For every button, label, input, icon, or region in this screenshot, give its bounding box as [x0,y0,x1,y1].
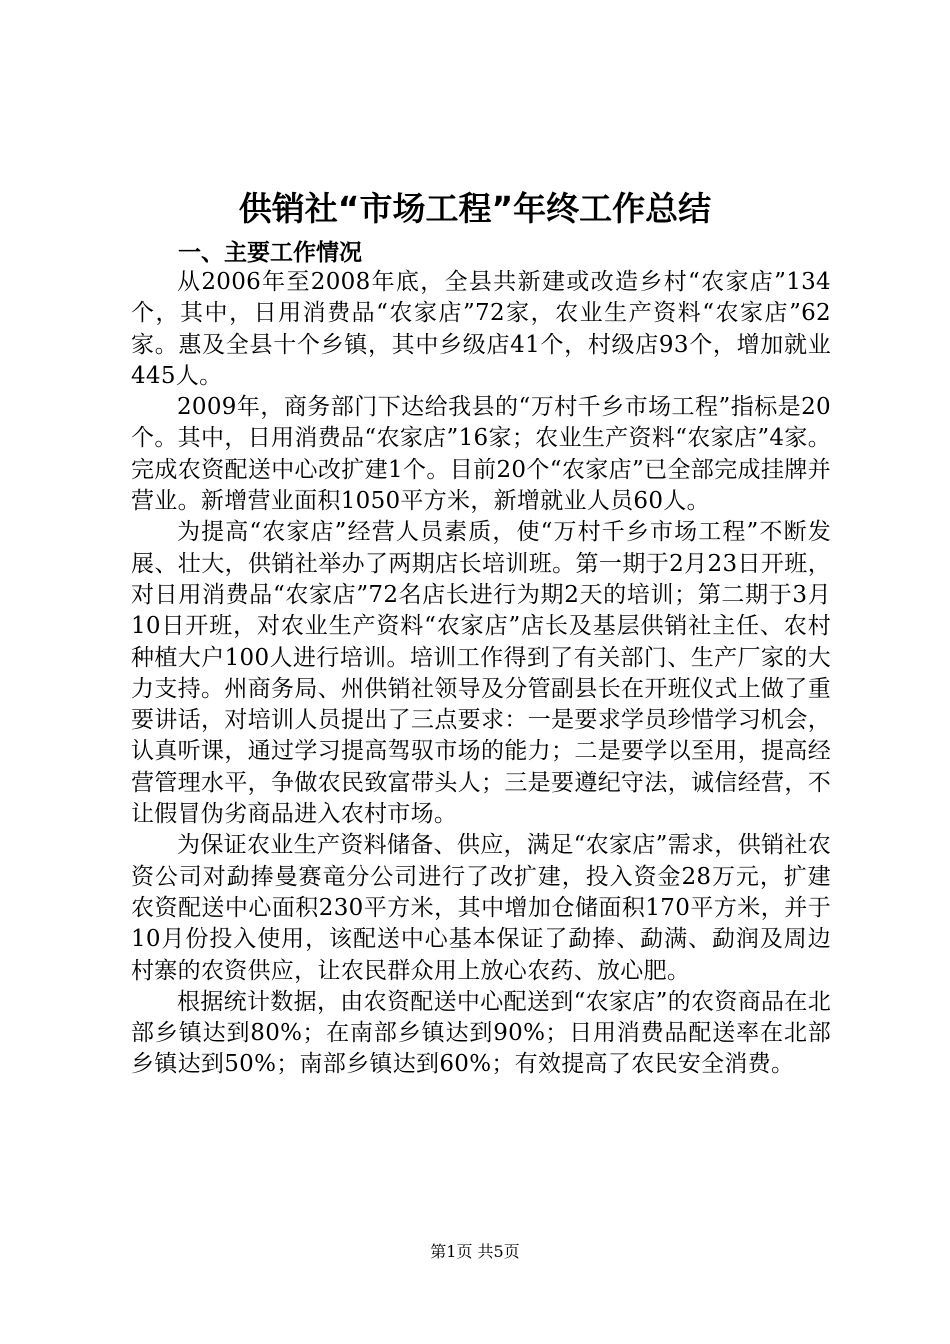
document-body [131,267,831,1081]
document-title: 供销社“市场工程”年终工作总结 [238,189,712,228]
section-heading: 一、主要工作情况 [178,240,362,266]
paragraph-3: 为提高“农家店”经营人员素质，使“万村千乡市场工程”不断发展、壮大，供销社举办了两期店长培训班。第一期于2月23日开班，对日用消费品“农家店”72名店长进行为期2天的培训；第二期于3月10日开班，对农业生产资料“农家店”店长及基层供销社主任、农村种植大户100人进行培训。培训工作得到了有关部门、生产厂家的大力支持。州商务局、州供销社领导及分管副县长在开班仪式上做了重要讲话，对培训人员提出了三点要求：一是要求学员珍惜学习机会，认真听课，通过学习提高驾驭市场的能力；二是要学以至用，提高经营管理水平，争做农民致富带头人；三是要遵纪守法，诚信经营，不让假冒伪劣商品进入农村市场。 [131,519,831,828]
paragraph-1: 从2006年至2008年底，全县共新建或改造乡村“农家店”134个，其中，日用消费品“农家店”72家，农业生产资料“农家店”62家。惠及全县十个乡镇，其中乡级店41个，村级店93个，增加就业445人。 [131,269,831,389]
paragraph-4: 为保证农业生产资料储备、供应，满足“农家店”需求，供销社农资公司对勐捧曼赛竜分公司进行了改扩建，投入资金28万元，扩建农资配送中心面积230平方米，其中增加仓储面积170平方米，并于10月份投入使用，该配送中心基本保证了勐捧、勐满、勐润及周边村寨的农资供应，让农民群众用上放心农药、放心肥。 [131,832,831,984]
page-footer: 第1页 共5页 [430,1242,520,1261]
paragraph-2: 2009年，商务部门下达给我县的“万村千乡市场工程”指标是20个。其中，日用消费品“农家店”16家；农业生产资料“农家店”4家。完成农资配送中心改扩建1个。目前20个“农家店”已全部完成挂牌并营业。新增营业面积1050平方米，新增就业人员60人。 [131,394,831,515]
paragraph-5: 根据统计数据，由农资配送中心配送到“农家店”的农资商品在北部乡镇达到80%；在南部乡镇达到90%；日用消费品配送率在北部乡镇达到50%；南部乡镇达到60%；有效提高了农民安全消费。 [131,988,831,1078]
